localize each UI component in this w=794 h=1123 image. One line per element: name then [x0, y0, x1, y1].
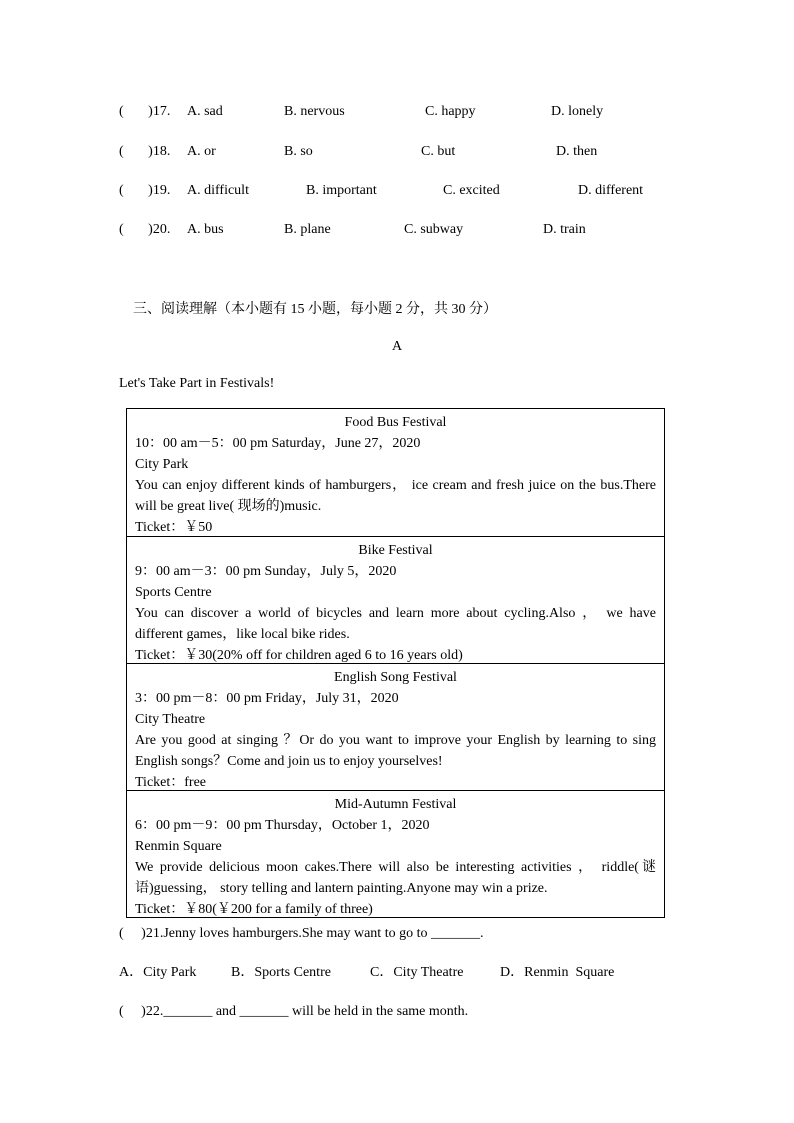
festival-ticket: Ticket：￥80(￥200 for a family of three) [135, 902, 373, 917]
festival-time: 10：00 am－5：00 pm Saturday，June 27，2020 [135, 436, 421, 451]
festival-ticket: Ticket：￥30(20% off for children aged 6 to 16 years old) [135, 648, 463, 663]
festival-place: Renmin Square [135, 839, 222, 854]
option-d: D. different [578, 183, 644, 198]
festival-cell [127, 536, 664, 663]
option-d: D. train [543, 222, 586, 237]
option-d: D．Renmin Square [500, 965, 615, 980]
passage-intro: Let's Take Part in Festivals! [119, 376, 275, 391]
festival-description: Are you good at singing ？Or do you want to improve your English by learning to sing English songs？Come and join us to enjoy yourselves! [135, 733, 656, 769]
festival-place: City Park [135, 457, 189, 472]
question-text: ( )22._______ and _______ will be held in the same month. [119, 1004, 469, 1019]
section-title: 三、阅读理解（本小题有 15 小题，每小题 2 分，共 30 分） [133, 302, 497, 317]
festival-description: We provide delicious moon cakes.There will also be interesting activities ， riddle(谜语)guessing， story telling and lantern painting.Anyone may win a prize. [135, 860, 656, 896]
question-number: ( )17. [119, 104, 171, 119]
festival-description: You can enjoy different kinds of hamburgers， ice cream and fresh juice on the bus.There will be great live( 现场的)music. [135, 478, 656, 514]
option-a: A. bus [187, 222, 224, 237]
festival-ticket: Ticket：free [135, 775, 207, 790]
option-b: B．Sports Centre [231, 965, 331, 980]
festival-description: You can discover a world of bicycles and learn more about cycling.Also ， we have different games，like local bike rides. [135, 606, 656, 642]
festival-title: Mid-Autumn Festival [334, 797, 457, 812]
festival-time: 6：00 pm－9：00 pm Thursday，October 1，2020 [135, 818, 430, 833]
festival-time: 3：00 pm－8：00 pm Friday，July 31，2020 [135, 691, 399, 706]
option-b: B. important [306, 183, 377, 198]
question-number: ( )19. [119, 183, 171, 198]
option-d: D. lonely [551, 104, 604, 119]
option-c: C. excited [443, 183, 500, 198]
question-number: ( )18. [119, 144, 171, 159]
festival-cell [127, 409, 664, 536]
option-a: A. or [187, 144, 216, 159]
festival-ticket: Ticket：￥50 [135, 520, 213, 535]
festival-place: Sports Centre [135, 585, 212, 600]
option-a: A．City Park [119, 965, 197, 980]
option-a: A. sad [187, 104, 223, 119]
festival-title: English Song Festival [334, 670, 457, 685]
question-text: ( )21.Jenny loves hamburgers.She may want to go to _______. [119, 926, 484, 941]
festival-title: Bike Festival [358, 543, 433, 558]
option-b: B. plane [284, 222, 331, 237]
option-c: C. happy [425, 104, 476, 119]
option-b: B. so [284, 144, 313, 159]
question-number: ( )20. [119, 222, 171, 237]
festival-cell [127, 663, 664, 790]
festival-title: Food Bus Festival [344, 415, 447, 430]
option-b: B. nervous [284, 104, 345, 119]
festival-place: City Theatre [135, 712, 206, 727]
option-c: C. subway [404, 222, 464, 237]
option-c: C．City Theatre [370, 965, 464, 980]
option-c: C. but [421, 144, 456, 159]
festival-table [126, 408, 665, 918]
passage-letter: A [391, 339, 403, 354]
festival-cell [127, 790, 664, 917]
option-d: D. then [556, 144, 598, 159]
option-a: A. difficult [187, 183, 249, 198]
festival-time: 9：00 am－3：00 pm Sunday，July 5，2020 [135, 564, 397, 579]
